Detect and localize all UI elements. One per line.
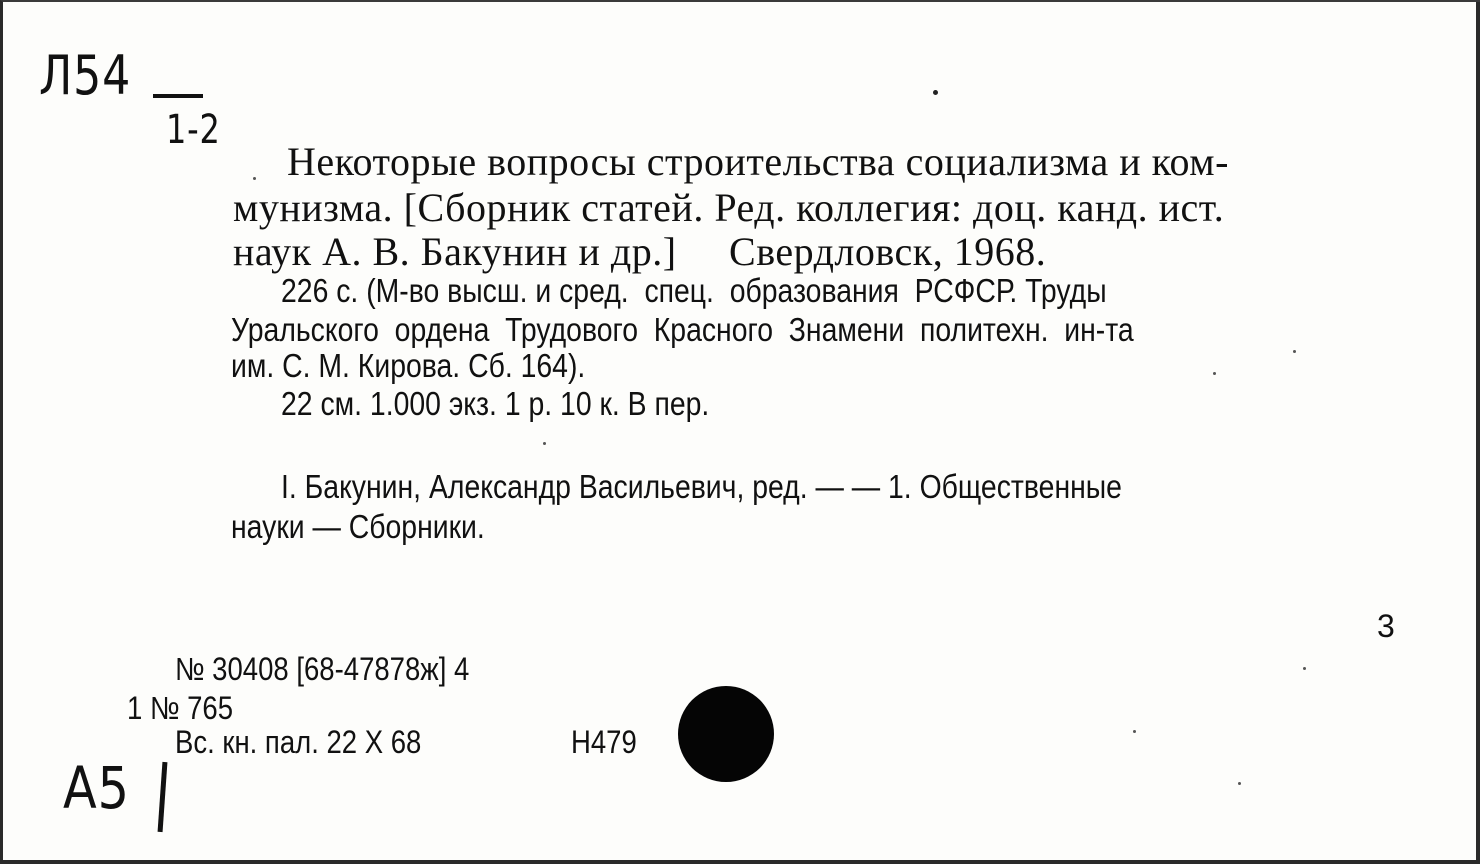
speck <box>933 90 938 95</box>
card-edge-bottom <box>3 860 1480 864</box>
collation-line-2: Уральского ордена Трудового Красного Знамени политехн. ин-та <box>231 311 1134 348</box>
shelfmark-bottom-stroke <box>158 762 168 832</box>
shelfmark-bottom: А5 <box>63 754 130 822</box>
footer-line-1: № 30408 [68-47878ж] 4 <box>175 651 470 687</box>
speck <box>253 177 256 180</box>
card-number: 3 <box>1377 608 1395 644</box>
footer-line-2: 1 № 765 <box>127 690 234 726</box>
card-edge-right <box>1476 2 1480 864</box>
speck <box>1213 372 1216 375</box>
punch-hole <box>678 686 774 782</box>
title-line-1: Некоторые вопросы строительства социализма и ком- <box>287 139 1229 184</box>
speck <box>1293 350 1296 353</box>
speck <box>1133 730 1136 733</box>
collation-line-1: 226 с. (М-во высш. и сред. спец. образования РСФСР. Труды <box>281 272 1107 309</box>
footer-code: Н479 <box>571 724 637 760</box>
speck <box>1303 667 1306 670</box>
shelfmark-underline <box>153 94 203 98</box>
collation-line-3: им. С. М. Кирова. Сб. 164). <box>231 347 586 384</box>
footer-line-3: Вс. кн. пал. 22 Х 68 <box>175 724 422 760</box>
collation-line-4: 22 см. 1.000 экз. 1 р. 10 к. В пер. <box>281 385 710 422</box>
speck <box>543 442 546 445</box>
shelfmark-top: Л54 <box>39 44 132 107</box>
tracings-line-2: науки — Сборники. <box>231 508 485 545</box>
title-line-3: наук А. В. Бакунин и др.] Свердловск, 1968. <box>233 229 1047 274</box>
title-line-2: мунизма. [Сборник статей. Ред. коллегия: доц. канд. ист. <box>233 185 1225 230</box>
tracings-line-1: I. Бакунин, Александр Васильевич, ред. — — 1. Общественные <box>281 468 1122 505</box>
speck <box>1238 782 1241 785</box>
shelfmark-sub: 1-2 <box>166 107 221 153</box>
